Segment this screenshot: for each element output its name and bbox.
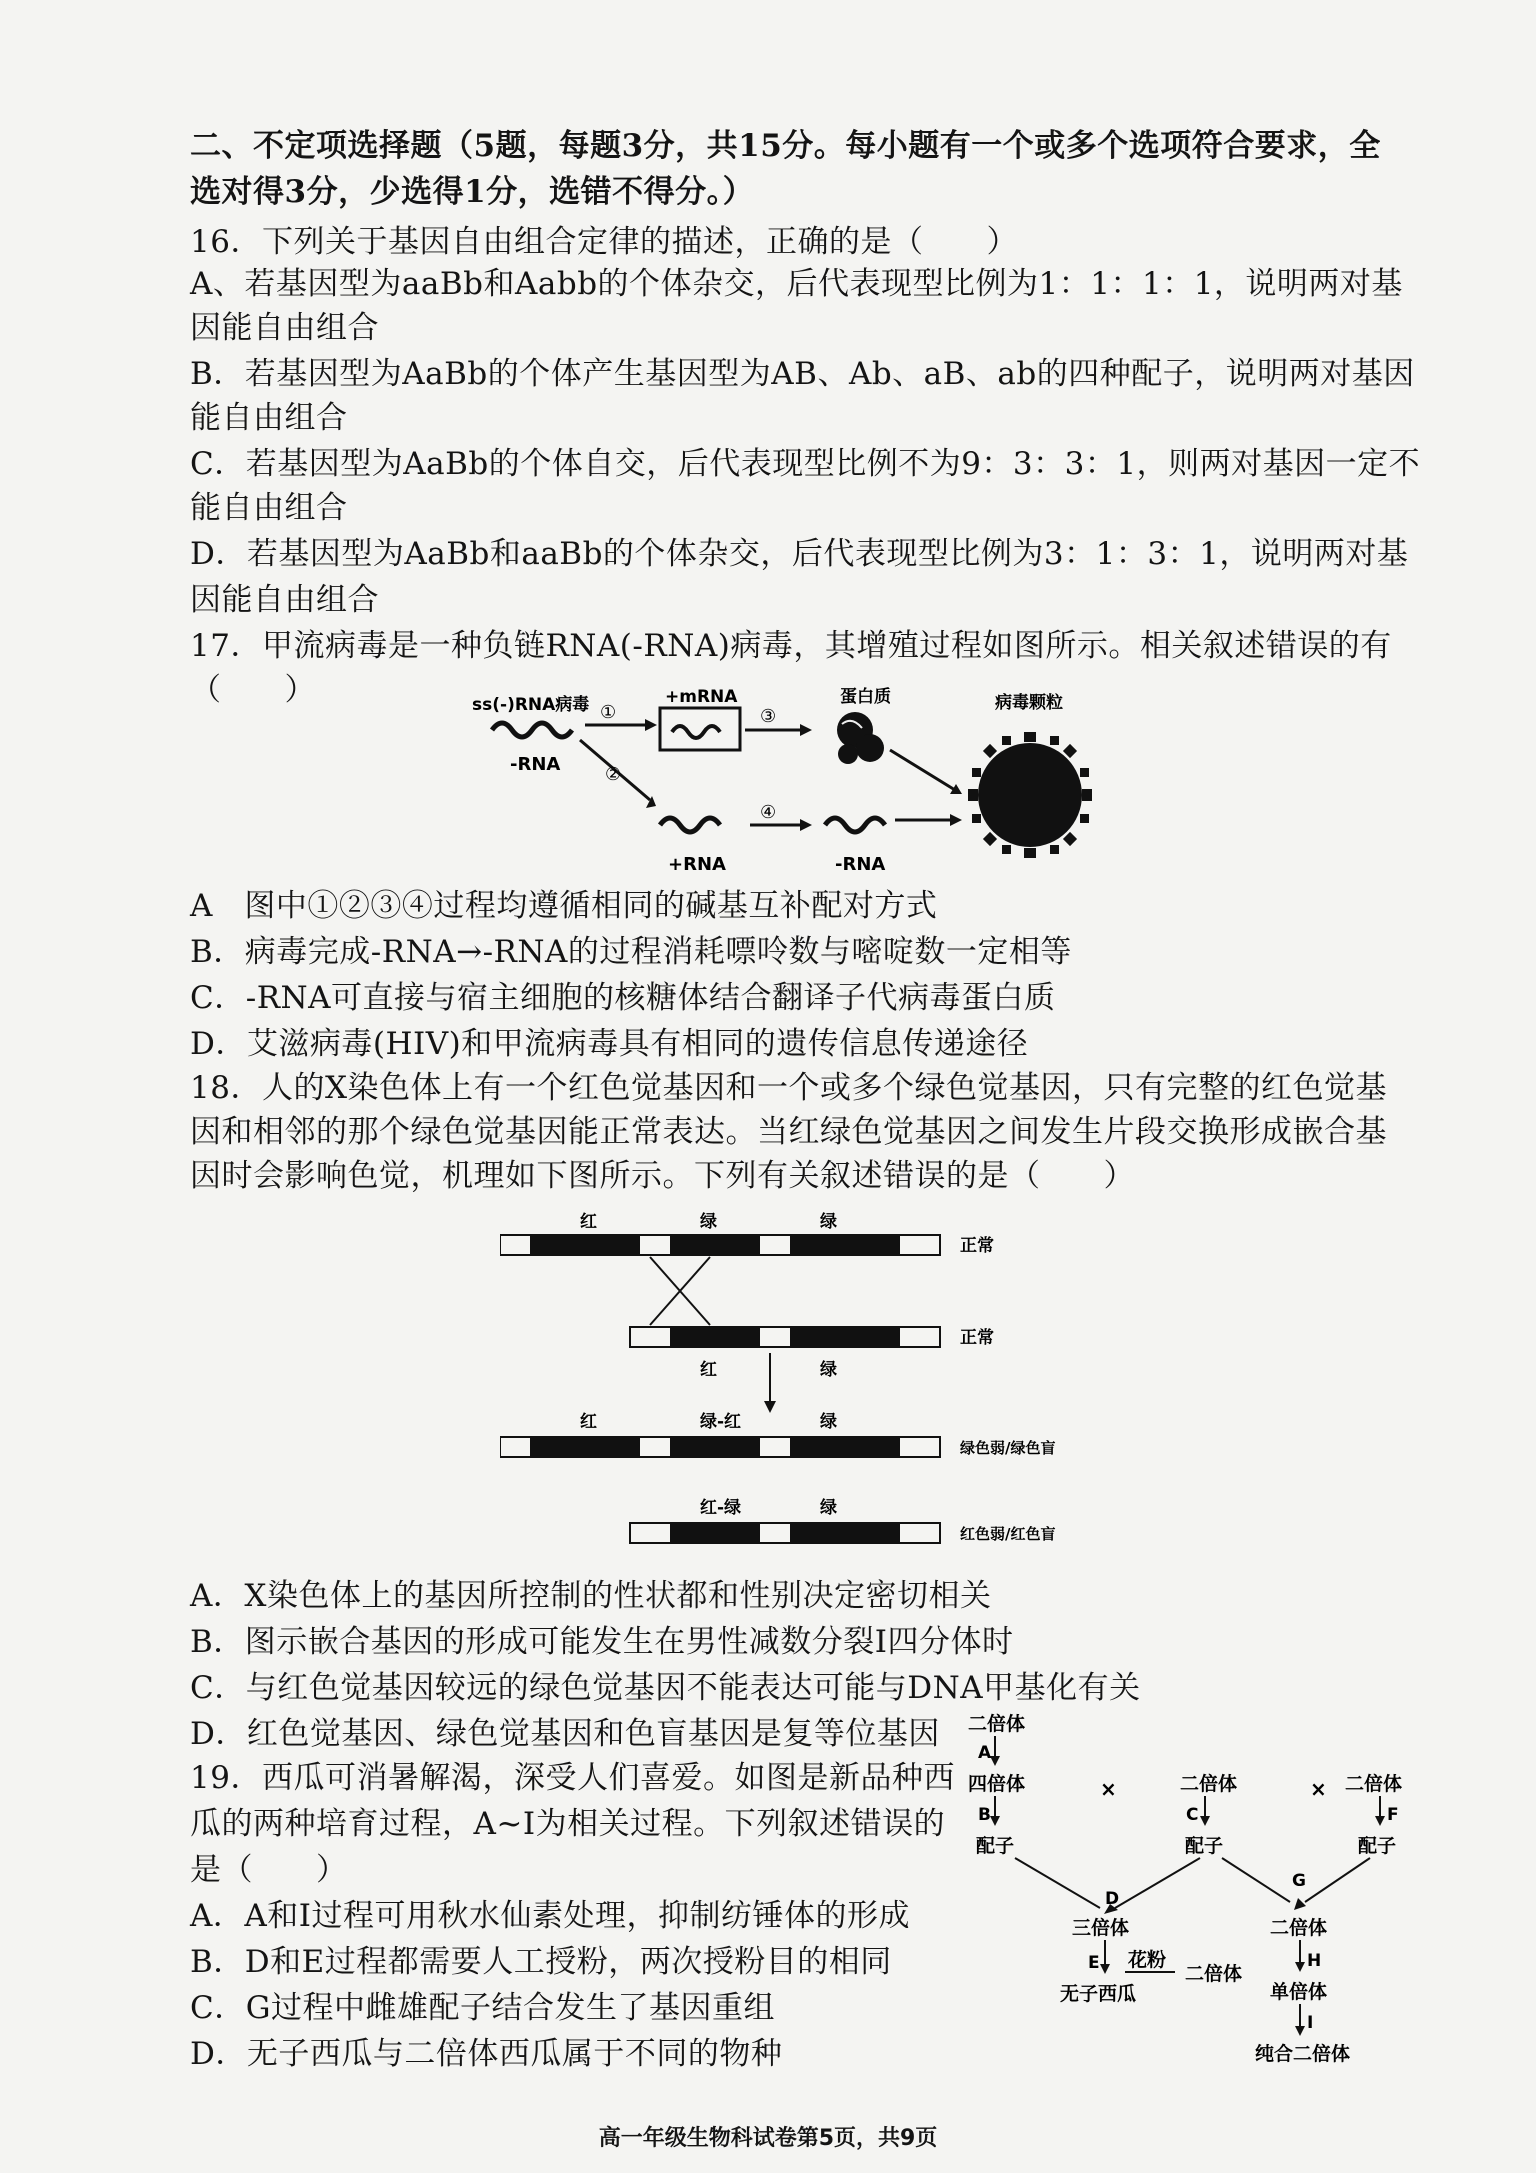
mrna-wave (672, 726, 720, 738)
row3-red-label: 红 (580, 1412, 597, 1432)
row2-green-label: 绿 (820, 1360, 837, 1380)
q18-stem-line1: 18．人的X染色体上有一个红色觉基因和一个或多个绿色觉基因，只有完整的红色觉基 (190, 1070, 1388, 1106)
section-header-line1: 二、不定项选择题（5题，每题3分，共15分。每小题有一个或多个选项符合要求，全 (190, 128, 1381, 164)
q17-option-b: B．病毒完成-RNA→-RNA的过程消耗嘌呤数与嘧啶数一定相等 (190, 934, 1072, 970)
process-e-label: E (1088, 1953, 1100, 1973)
q16-option-c-cont: 能自由组合 (190, 490, 348, 526)
step1-label: ① (600, 702, 617, 723)
step4-label: ④ (760, 802, 777, 823)
section-header-line2: 选对得3分，少选得1分，选错不得分。） (190, 174, 755, 210)
process-f-label: F (1387, 1805, 1399, 1825)
mrna-label: +mRNA (665, 687, 738, 707)
pos-rna-label: +RNA (668, 854, 726, 875)
tetraploid-label: 四倍体 (968, 1773, 1026, 1795)
color-vision-gene-diagram (500, 1205, 1100, 1560)
diploid-pollen-source-label: 二倍体 (1185, 1963, 1243, 1985)
q18-stem-line2: 因和相邻的那个绿色觉基因能正常表达。当红绿色觉基因之间发生片段交换形成嵌合基 (190, 1114, 1387, 1150)
haploid-label: 单倍体 (1270, 1981, 1328, 2003)
q18-option-d: D．红色觉基因、绿色觉基因和色盲基因是复等位基因 (190, 1716, 940, 1752)
q16-option-b: B．若基因型为AaBb的个体产生基因型为AB、Ab、aB、ab的四种配子，说明两对基因 (190, 356, 1415, 392)
row3-red-gene (530, 1437, 640, 1457)
q17-option-a: A 图中①②③④过程均遵循相同的碱基互补配对方式 (190, 888, 938, 924)
row2-red-gene (670, 1327, 760, 1347)
row2-normal-label: 正常 (960, 1328, 994, 1348)
q16-stem: 16．下列关于基因自由组合定律的描述，正确的是（ ） (190, 224, 1018, 260)
q18-option-a: A．X染色体上的基因所控制的性状都和性别决定密切相关 (190, 1578, 992, 1614)
neg-rna2-label: -RNA (835, 854, 886, 875)
row4-hybrid-gene (670, 1523, 760, 1543)
diploid-right-label: 二倍体 (1345, 1773, 1403, 1795)
process-b-label: B (978, 1805, 991, 1825)
virion-icon (968, 732, 1092, 858)
q17-paren: （ ） (190, 672, 316, 708)
neg-rna-label: -RNA (510, 754, 561, 775)
row2-green-gene (790, 1327, 900, 1347)
process-h-label: H (1307, 1951, 1322, 1971)
row3-green-label: 绿 (820, 1412, 837, 1432)
neg-rna2-wave (825, 818, 885, 832)
q17-option-c: C．-RNA可直接与宿主细胞的核糖体结合翻译子代病毒蛋白质 (190, 980, 1056, 1016)
q19-option-d: D．无子西瓜与二倍体西瓜属于不同的物种 (190, 2036, 783, 2072)
protein-label: 蛋白质 (840, 687, 891, 707)
q16-option-d-cont: 因能自由组合 (190, 582, 379, 618)
virus-label: ss(-)RNA病毒 (472, 695, 590, 715)
q19-option-a: A．A和I过程可用秋水仙素处理，抑制纺锤体的形成 (190, 1898, 911, 1934)
row1-green2-label: 绿 (820, 1212, 837, 1232)
q19-option-b: B．D和E过程都需要人工授粉，两次授粉目的相同 (190, 1944, 892, 1980)
q18-option-c: C．与红色觉基因较远的绿色觉基因不能表达可能与DNA甲基化有关 (190, 1670, 1141, 1706)
pollen-label: 花粉 (1128, 1949, 1167, 1971)
row4-green-label: 绿 (820, 1498, 837, 1518)
q17-option-d: D．艾滋病毒(HIV)和甲流病毒具有相同的遗传信息传递途径 (190, 1026, 1029, 1062)
virus-replication-diagram (450, 680, 1170, 880)
q19-stem-line1: 19．西瓜可消暑解渴，深受人们喜爱。如图是新品种西 (190, 1760, 955, 1796)
neg-rna-wave (492, 723, 572, 737)
process-d-label: D (1105, 1889, 1120, 1909)
process-g-label: G (1292, 1871, 1306, 1891)
cross-left: × (1100, 1777, 1117, 1801)
diploid-g-label: 二倍体 (1270, 1917, 1328, 1939)
row4-red-green-label: 红-绿 (700, 1498, 742, 1518)
q16-option-a-cont: 因能自由组合 (190, 310, 379, 346)
q18-stem-line3: 因时会影响色觉，机理如下图所示。下列有关叙述错误的是（ ） (190, 1158, 1135, 1194)
cross-right: × (1310, 1777, 1327, 1801)
row4-green-gene (790, 1523, 900, 1543)
q18-option-b: B．图示嵌合基因的形成可能发生在男性减数分裂I四分体时 (190, 1624, 1014, 1660)
q17-stem: 17．甲流病毒是一种负链RNA(-RNA)病毒，其增殖过程如图所示。相关叙述错误的有 (190, 628, 1392, 664)
arrow-protein-to-virion (890, 750, 955, 790)
seedless-watermelon-label: 无子西瓜 (1060, 1983, 1137, 2005)
row1-green1-gene (670, 1235, 760, 1255)
process-c-label: C (1186, 1805, 1199, 1825)
row2-red-label: 红 (700, 1360, 717, 1380)
row1-red-gene (530, 1235, 640, 1255)
triploid-label: 三倍体 (1072, 1917, 1130, 1939)
diploid-top-label: 二倍体 (968, 1713, 1026, 1735)
q16-option-d: D．若基因型为AaBb和aaBb的个体杂交，后代表现型比例为3：1：3：1，说明两对基 (190, 536, 1409, 572)
protein-icon (837, 712, 884, 764)
row1-red-label: 红 (580, 1212, 597, 1232)
step3-label: ③ (760, 706, 777, 727)
q19-option-c: C．G过程中雌雄配子结合发生了基因重组 (190, 1990, 775, 2026)
row1-green2-gene (790, 1235, 900, 1255)
q19-stem-line3: 是（ ） (190, 1852, 348, 1888)
gamete-right-label: 配子 (1358, 1835, 1397, 1857)
watermelon-breeding-diagram (960, 1708, 1420, 2088)
pure-diploid-label: 纯合二倍体 (1255, 2043, 1351, 2065)
q16-option-b-cont: 能自由组合 (190, 400, 348, 436)
row1-green1-label: 绿 (700, 1212, 717, 1232)
pos-rna-wave (660, 818, 720, 832)
row3-green-gene (790, 1437, 900, 1457)
row3-hybrid-gene (670, 1437, 760, 1457)
row3-phenotype-label: 绿色弱/绿色盲 (960, 1439, 1056, 1457)
row3-green-red-label: 绿-红 (700, 1412, 742, 1432)
gamete-left-label: 配子 (976, 1835, 1015, 1857)
diploid-middle-label: 二倍体 (1180, 1773, 1238, 1795)
virion-label: 病毒颗粒 (995, 693, 1063, 713)
q16-option-a: A、若基因型为aaBb和Aabb的个体杂交，后代表现型比例为1：1：1：1，说明两对基 (190, 266, 1403, 302)
process-a-label: A (978, 1743, 992, 1763)
process-i-label: I (1307, 2013, 1314, 2033)
q19-stem-line2: 瓜的两种培育过程，A~I为相关过程。下列叙述错误的 (190, 1806, 946, 1842)
step2-label: ② (605, 764, 622, 785)
page-footer: 高一年级生物科试卷第5页，共9页 (598, 2126, 938, 2151)
gamete-middle-label: 配子 (1185, 1835, 1224, 1857)
q16-option-c: C．若基因型为AaBb的个体自交，后代表现型比例不为9：3：3：1，则两对基因一定不 (190, 446, 1421, 482)
row4-phenotype-label: 红色弱/红色盲 (960, 1525, 1056, 1543)
row1-normal-label: 正常 (960, 1236, 994, 1256)
